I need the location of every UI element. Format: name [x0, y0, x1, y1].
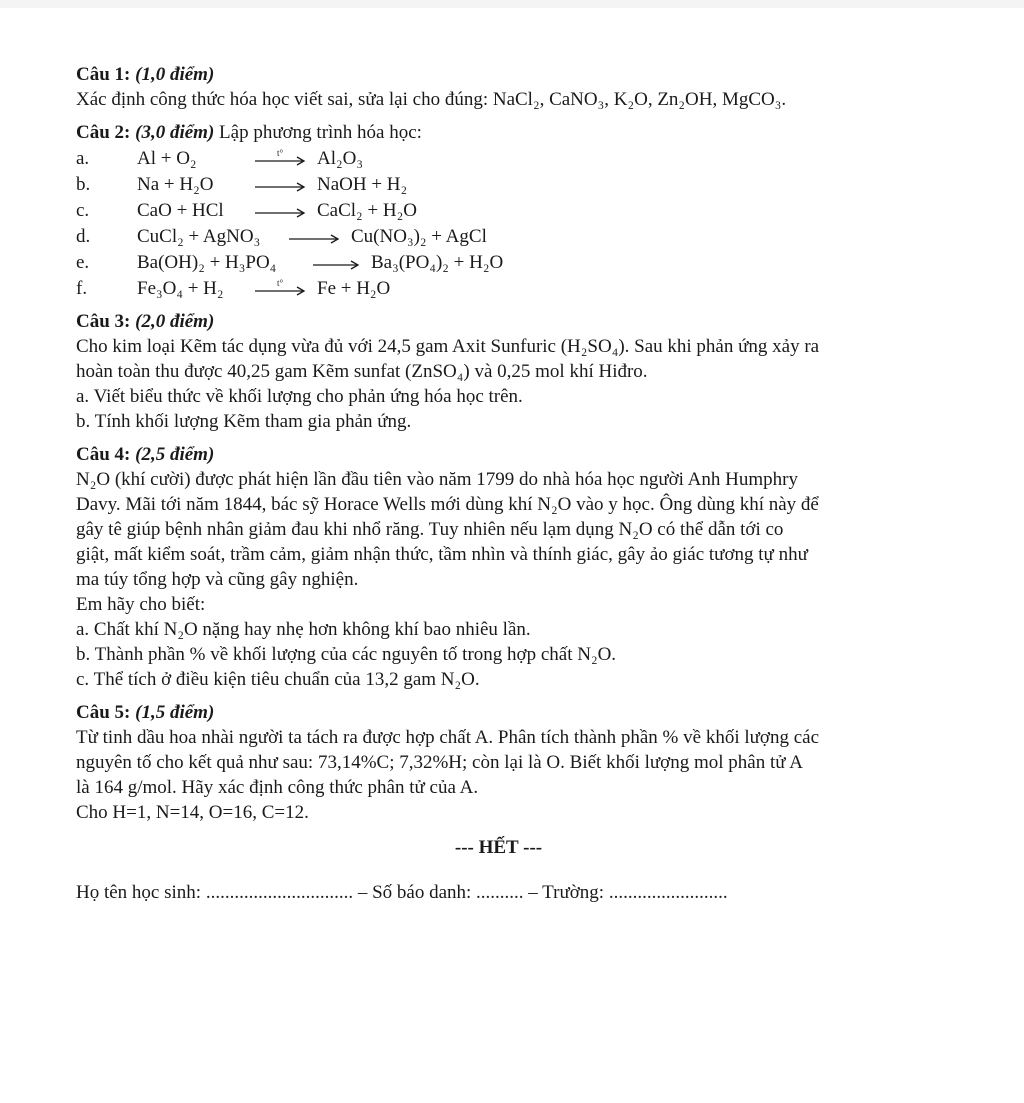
question-5-label: Câu 5: — [76, 702, 131, 723]
question-3-line: Cho kim loại Kẽm tác dụng vừa đủ với 24,5 gam Axit Sunfuric (H₂SO₄). Sau khi phản ứng xảy ra — [76, 336, 820, 357]
reaction-rhs: CaCl₂ + H₂O — [317, 199, 417, 221]
question-5 — [76, 700, 961, 825]
reaction-lhs: CuCl₂ + AgNO₃ — [137, 225, 261, 247]
question-5-points: (1,5 điểm) — [135, 702, 215, 723]
question-3-part-a: a. Viết biểu thức về khối lượng cho phản ứng hóa học trên. — [76, 386, 523, 407]
reaction-f — [76, 275, 961, 301]
question-3 — [76, 309, 961, 434]
reaction-condition: t° — [277, 148, 284, 158]
question-4-heading — [76, 442, 961, 467]
reaction-arrow-icon — [287, 226, 343, 246]
question-2-instruction: Lập phương trình hóa học: — [219, 122, 422, 143]
reaction-b — [76, 171, 961, 197]
question-4-line: giật, mất kiểm soát, trầm cảm, giảm nhận thức, tầm nhìn và thính giác, gây ảo giác tương tự như — [76, 544, 808, 565]
reaction-arrow-icon — [253, 200, 309, 220]
question-3-heading — [76, 309, 961, 334]
question-4-line: N₂O (khí cười) được phát hiện lần đầu tiên vào năm 1799 do nhà hóa học người Anh Humphry — [76, 469, 798, 490]
reaction-rhs: Fe + H₂O — [317, 277, 391, 299]
reaction-arrow-icon — [253, 278, 309, 298]
question-4 — [76, 442, 961, 692]
reaction-condition: t° — [277, 278, 284, 288]
question-1-points: (1,0 điểm) — [135, 64, 215, 85]
reaction-c — [76, 197, 961, 223]
reaction-lhs: CaO + HCl — [137, 199, 224, 221]
question-4-line: ma túy tổng hợp và cũng gây nghiện. — [76, 569, 359, 590]
reaction-label: b. — [76, 173, 91, 195]
question-4-line: Davy. Mãi tới năm 1844, bác sỹ Horace Wells mới dùng khí N₂O vào y học. Ông dùng khí này để — [76, 494, 819, 515]
question-3-points: (2,0 điểm) — [135, 311, 215, 332]
reaction-rhs: Ba₃(PO₄)₂ + H₂O — [371, 251, 504, 273]
question-3-part-b: b. Tính khối lượng Kẽm tham gia phản ứng. — [76, 411, 412, 432]
question-2-points: (3,0 điểm) — [135, 122, 215, 143]
question-5-line: Từ tinh dầu hoa nhài người ta tách ra được hợp chất A. Phân tích thành phần % về khối lượng các — [76, 727, 820, 748]
question-1-text: Xác định công thức hóa học viết sai, sửa lại cho đúng: NaCl₂, CaNO₃, K₂O, Zn₂OH, MgCO₃. — [76, 89, 787, 110]
reaction-label: c. — [76, 199, 90, 221]
question-2-label: Câu 2: — [76, 122, 131, 143]
reaction-label: d. — [76, 225, 91, 247]
reaction-a — [76, 145, 961, 171]
reaction-lhs: Al + O₂ — [137, 147, 197, 169]
question-5-heading — [76, 700, 961, 725]
question-4-part-b: b. Thành phần % về khối lượng của các nguyên tố trong hợp chất N₂O. — [76, 644, 617, 665]
question-5-given: Cho H=1, N=14, O=16, C=12. — [76, 802, 309, 823]
reaction-lhs: Na + H₂O — [137, 173, 214, 195]
question-1-label: Câu 1: — [76, 64, 131, 85]
question-4-part-a: a. Chất khí N₂O nặng hay nhẹ hơn không khí bao nhiêu lần. — [76, 619, 531, 640]
question-4-prompt: Em hãy cho biết: — [76, 594, 206, 615]
question-4-points: (2,5 điểm) — [135, 444, 215, 465]
question-4-line: gây tê giúp bệnh nhân giảm đau khi nhổ răng. Tuy nhiên nếu lạm dụng N₂O có thể dẫn tới co — [76, 519, 784, 540]
reaction-arrow-icon — [311, 252, 363, 272]
question-4-part-c: c. Thể tích ở điều kiện tiêu chuẩn của 13,2 gam N₂O. — [76, 669, 480, 690]
reaction-rhs: Cu(NO₃)₂ + AgCl — [351, 225, 487, 247]
reaction-rhs: Al₂O₃ — [317, 147, 363, 169]
question-1 — [76, 62, 961, 112]
question-3-label: Câu 3: — [76, 311, 131, 332]
reaction-label: a. — [76, 147, 90, 169]
top-strip — [0, 0, 1024, 8]
reaction-e — [76, 249, 961, 275]
reaction-label: e. — [76, 251, 90, 273]
end-marker: --- HẾT --- — [454, 837, 543, 858]
question-5-line: là 164 g/mol. Hãy xác định công thức phân tử của A. — [76, 777, 479, 798]
exam-content — [76, 54, 961, 905]
question-4-label: Câu 4: — [76, 444, 131, 465]
student-info-line: Họ tên học sinh: ............................... – Số báo danh: .......... – Trường: ......................... — [76, 882, 728, 903]
question-3-line: hoàn toàn thu được 40,25 gam Kẽm sunfat (ZnSO₄) và 0,25 mol khí Hiđro. — [76, 361, 648, 382]
reaction-rhs: NaOH + H₂ — [317, 173, 408, 195]
question-2 — [76, 120, 961, 301]
reaction-arrow-icon — [253, 174, 309, 194]
reaction-d — [76, 223, 961, 249]
question-1-heading — [76, 62, 961, 87]
reaction-lhs: Fe₃O₄ + H₂ — [137, 277, 224, 299]
reaction-label: f. — [76, 277, 88, 299]
reaction-lhs: Ba(OH)₂ + H₃PO₄ — [137, 251, 277, 273]
question-2-heading — [76, 120, 961, 145]
question-5-line: nguyên tố cho kết quả như sau: 73,14%C; 7,32%H; còn lại là O. Biết khối lượng mol phân tử A — [76, 752, 803, 773]
reaction-arrow-icon — [253, 148, 309, 168]
